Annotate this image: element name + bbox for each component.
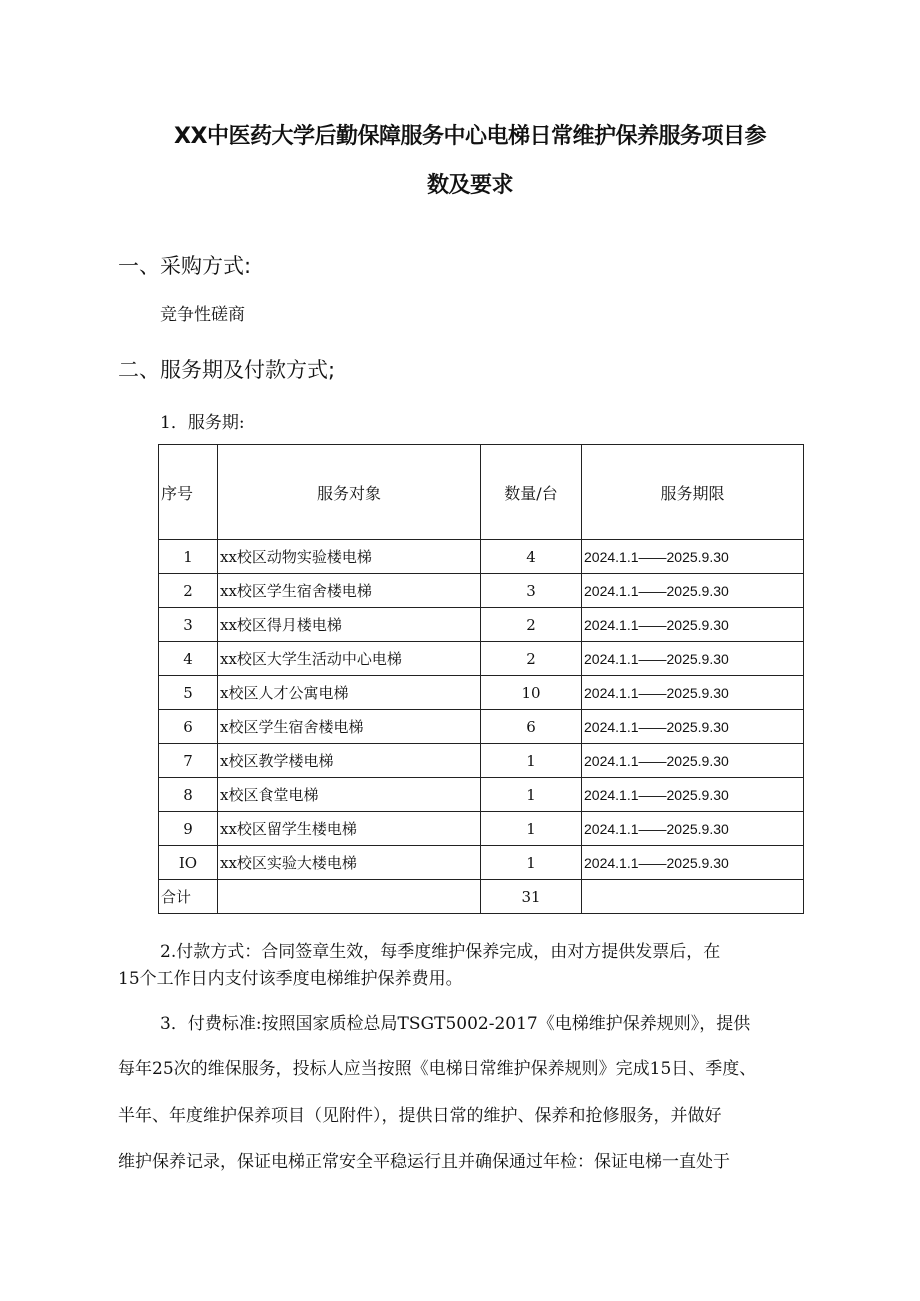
row-object: x校区学生宿舍楼电梯 [218, 710, 481, 744]
document-title-line-1: XX中医药大学后勤保障服务中心电梯日常维护保养服务项目参 [174, 124, 766, 149]
row-qty: 2 [481, 608, 582, 642]
fee-standard-line-4: 维护保养记录，保证电梯正常安全平稳运行且并确保通过年检：保证电梯一直处于 [118, 1152, 730, 1172]
row-no: 2 [159, 574, 218, 608]
table-row [159, 642, 804, 676]
row-qty: 4 [481, 540, 582, 574]
table-row [159, 540, 804, 574]
table-total-row [159, 880, 804, 914]
row-qty: 10 [481, 676, 582, 710]
row-qty: 2 [481, 642, 582, 676]
row-object: xx校区动物实验楼电梯 [218, 540, 481, 574]
row-object: xx校区留学生楼电梯 [218, 812, 481, 846]
total-period-empty [582, 880, 804, 914]
row-no: 4 [159, 642, 218, 676]
row-no: 7 [159, 744, 218, 778]
row-object: xx校区学生宿舍楼电梯 [218, 574, 481, 608]
header-qty: 数量/台 [481, 445, 582, 540]
fee-standard-line-1: 3．付费标准:按照国家质检总局TSGT5002-2017《电梯维护保养规则》，提供 [160, 1014, 751, 1034]
row-qty: 1 [481, 778, 582, 812]
fee-standard-line-3: 半年、年度维护保养项目（见附件），提供日常的维护、保养和抢修服务，并做好 [118, 1106, 722, 1126]
table-row [159, 710, 804, 744]
row-qty: 1 [481, 846, 582, 880]
row-no: 3 [159, 608, 218, 642]
row-period: 2024.1.1——2025.9.30 [582, 540, 804, 574]
table-row [159, 574, 804, 608]
header-period: 服务期限 [582, 445, 804, 540]
row-object: x校区食堂电梯 [218, 778, 481, 812]
payment-method-line-1: 2.付款方式：合同签章生效，每季度维护保养完成，由对方提供发票后，在 [160, 942, 721, 962]
fee-standard-line-2: 每年25次的维保服务，投标人应当按照《电梯日常维护保养规则》完成15日、季度、 [118, 1059, 757, 1079]
row-period: 2024.1.1——2025.9.30 [582, 744, 804, 778]
row-no: IO [159, 846, 218, 880]
header-object: 服务对象 [218, 445, 481, 540]
section-heading-procurement-method: 一、采购方式: [118, 254, 252, 278]
row-object: xx校区得月楼电梯 [218, 608, 481, 642]
row-qty: 1 [481, 744, 582, 778]
row-qty: 1 [481, 812, 582, 846]
row-period: 2024.1.1——2025.9.30 [582, 778, 804, 812]
row-object: x校区教学楼电梯 [218, 744, 481, 778]
procurement-method-text: 竞争性磋商 [160, 305, 245, 325]
row-qty: 3 [481, 574, 582, 608]
row-no: 1 [159, 540, 218, 574]
row-no: 6 [159, 710, 218, 744]
row-object: xx校区大学生活动中心电梯 [218, 642, 481, 676]
table-row [159, 846, 804, 880]
row-qty: 6 [481, 710, 582, 744]
table-row [159, 676, 804, 710]
row-period: 2024.1.1——2025.9.30 [582, 812, 804, 846]
total-qty: 31 [481, 880, 582, 914]
document-title-line-2: 数及要求 [426, 173, 513, 198]
row-object: xx校区实验大楼电梯 [218, 846, 481, 880]
total-object-empty [218, 880, 481, 914]
row-no: 9 [159, 812, 218, 846]
table-row [159, 744, 804, 778]
row-object: x校区人才公寓电梯 [218, 676, 481, 710]
total-label: 合计 [159, 880, 218, 914]
row-period: 2024.1.1——2025.9.30 [582, 676, 804, 710]
row-period: 2024.1.1——2025.9.30 [582, 608, 804, 642]
table-row [159, 608, 804, 642]
table-row [159, 778, 804, 812]
row-period: 2024.1.1——2025.9.30 [582, 642, 804, 676]
table-header-row [159, 445, 804, 540]
row-period: 2024.1.1——2025.9.30 [582, 846, 804, 880]
service-table [158, 444, 804, 914]
header-no: 序号 [159, 445, 218, 540]
section-heading-service-period-payment: 二、服务期及付款方式; [118, 358, 336, 382]
row-period: 2024.1.1——2025.9.30 [582, 710, 804, 744]
payment-method-line-2: 15个工作日内支付该季度电梯维护保养费用。 [118, 969, 463, 989]
row-no: 8 [159, 778, 218, 812]
table-row [159, 812, 804, 846]
row-period: 2024.1.1——2025.9.30 [582, 574, 804, 608]
row-no: 5 [159, 676, 218, 710]
service-period-label: 1．服务期: [160, 413, 245, 433]
